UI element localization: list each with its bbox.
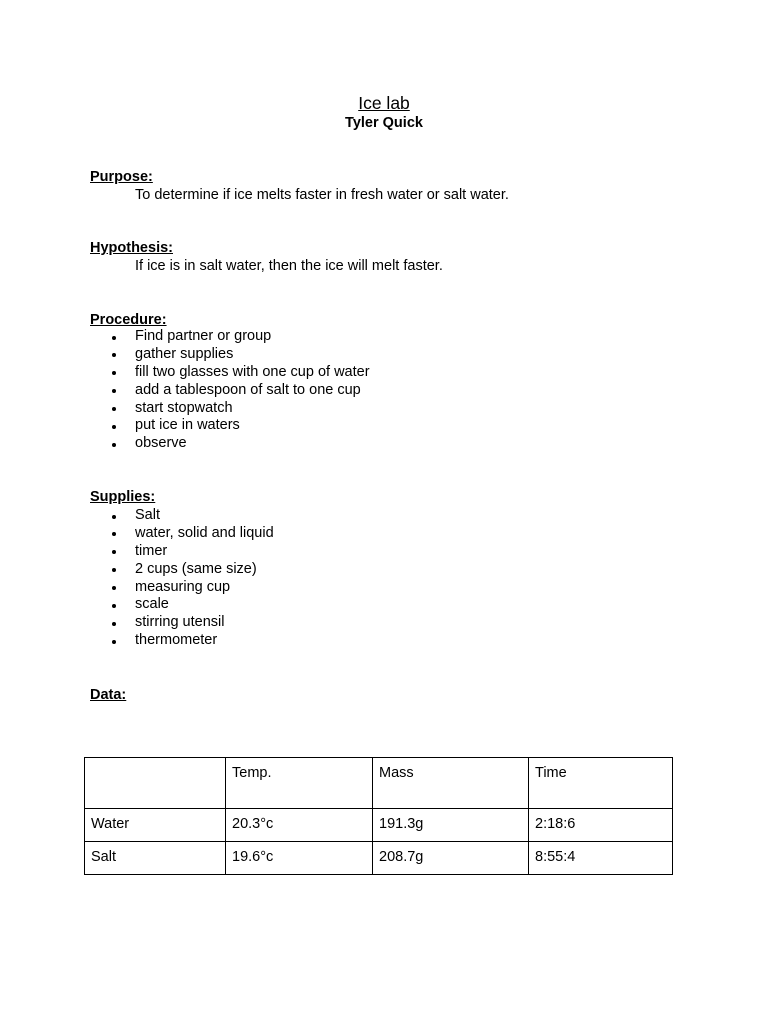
purpose-heading: Purpose: (90, 169, 153, 185)
hypothesis-heading: Hypothesis: (90, 240, 173, 256)
procedure-heading: Procedure: (90, 312, 167, 328)
supplies-item (90, 525, 274, 543)
procedure-item-text: gather supplies (135, 345, 234, 362)
supplies-item (90, 632, 274, 650)
data-heading: Data: (90, 687, 127, 703)
bullet-icon (112, 604, 116, 608)
bullet-icon (112, 622, 116, 626)
procedure-item-text: Find partner or group (135, 328, 272, 344)
procedure-item-text: observe (135, 435, 187, 452)
table-cell: Salt (85, 842, 226, 875)
supplies-item-text: timer (135, 542, 168, 559)
table-header-row (85, 758, 673, 809)
bullet-icon (112, 515, 116, 519)
bullet-icon (112, 550, 116, 554)
supplies-item-text: scale (135, 596, 169, 613)
document-title: Ice lab (358, 93, 410, 113)
procedure-item-text: start stopwatch (135, 399, 233, 416)
bullet-icon (112, 371, 116, 375)
procedure-item-text: fill two glasses with one cup of water (135, 363, 370, 380)
procedure-item (90, 400, 370, 418)
table-row (85, 842, 673, 875)
supplies-item-text: thermometer (135, 632, 218, 649)
procedure-item (90, 382, 370, 400)
supplies-heading: Supplies: (90, 489, 156, 505)
purpose-text: To determine if ice melts faster in fresh water or salt water. (135, 187, 509, 203)
supplies-item-text: Salt (135, 507, 160, 523)
bullet-icon (112, 353, 116, 357)
table-header-cell: Temp. (226, 758, 373, 809)
table-header-cell: Mass (373, 758, 529, 809)
bullet-icon (112, 532, 116, 536)
supplies-item (90, 507, 274, 525)
bullet-icon (112, 640, 116, 644)
bullet-icon (112, 407, 116, 411)
supplies-item (90, 543, 274, 561)
supplies-item-text: 2 cups (same size) (135, 560, 257, 577)
table-cell: 8:55:4 (529, 842, 673, 875)
table-cell: 19.6°c (226, 842, 373, 875)
supplies-item (90, 596, 274, 614)
table-cell: 2:18:6 (529, 809, 673, 842)
supplies-item-text: measuring cup (135, 578, 231, 595)
table-cell: 208.7g (373, 842, 529, 875)
bullet-icon (112, 443, 116, 447)
procedure-item (90, 435, 370, 453)
procedure-item-text: put ice in waters (135, 417, 240, 434)
table-cell: 191.3g (373, 809, 529, 842)
data-table (84, 757, 673, 875)
bullet-icon (112, 586, 116, 590)
supplies-item-text: stirring utensil (135, 614, 225, 631)
bullet-icon (112, 389, 116, 393)
supplies-item (90, 614, 274, 632)
procedure-item (90, 364, 370, 382)
procedure-item (90, 346, 370, 364)
hypothesis-text: If ice is in salt water, then the ice will melt faster. (135, 258, 443, 274)
procedure-item (90, 328, 370, 346)
supplies-item-text: water, solid and liquid (135, 524, 274, 541)
author-name: Tyler Quick (345, 115, 423, 131)
procedure-item-text: add a tablespoon of salt to one cup (135, 381, 361, 398)
bullet-icon (112, 425, 116, 429)
table-row (85, 809, 673, 842)
bullet-icon (112, 336, 116, 340)
table-cell: 20.3°c (226, 809, 373, 842)
supplies-item (90, 561, 274, 579)
procedure-item (90, 417, 370, 435)
supplies-list (90, 507, 274, 650)
table-header-cell (85, 758, 226, 809)
table-cell: Water (85, 809, 226, 842)
bullet-icon (112, 568, 116, 572)
supplies-item (90, 579, 274, 597)
procedure-list (90, 328, 370, 453)
table-header-cell: Time (529, 758, 673, 809)
